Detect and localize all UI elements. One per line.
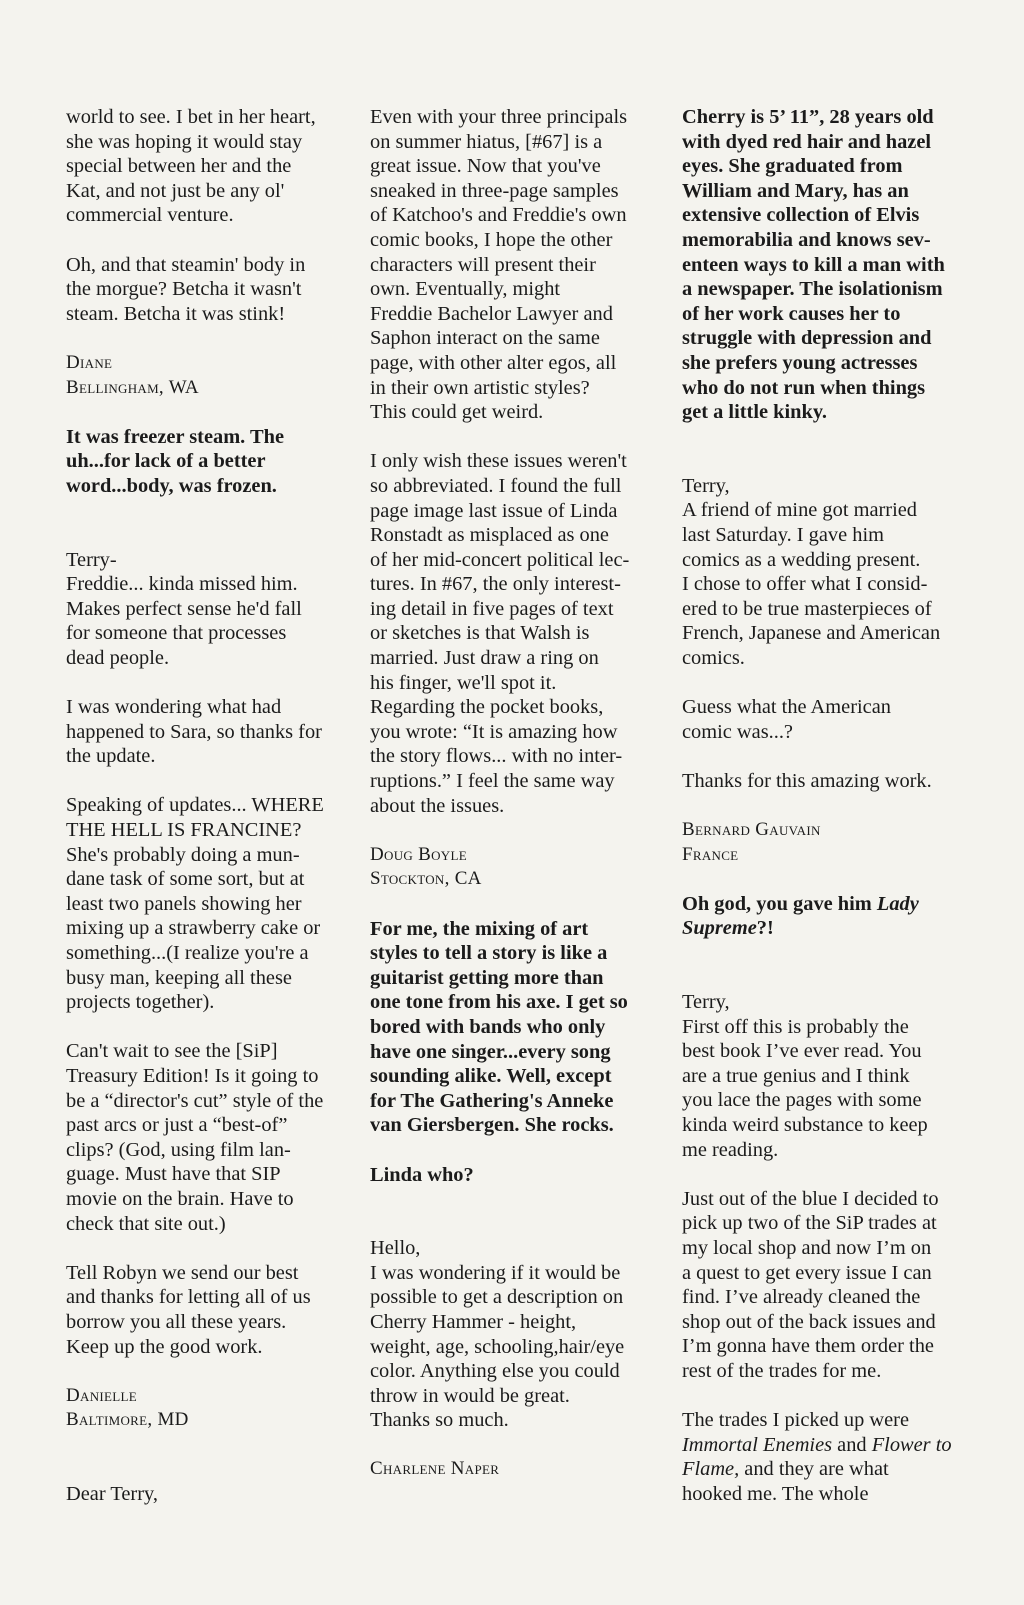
letter-text-part: and they are what hooked me. The whole: [682, 1458, 889, 1505]
letter-text: Thanks for this amazing work.: [682, 769, 932, 792]
letter-signature: Danielle Baltimore, MD: [66, 1384, 189, 1431]
editor-reply: It was freezer steam. The uh...for lack of a better word...body, was frozen.: [66, 425, 285, 497]
letter-text: world to see. I bet in her heart, she was hoping it would stay special between her and the Kat, and not just be any ol' commercial venture.: [66, 106, 316, 227]
letter-signature: Bernard Gauvain France: [682, 819, 821, 865]
letter-signature: Doug Boyle Stockton, CA: [370, 843, 482, 890]
letter-text: Tell Robyn we send our best and thanks for letting all of us borrow you all these years. Keep up the good work.: [66, 1261, 311, 1358]
letter-text: Oh, and that steamin' body in the morgue? Betcha it wasn't steam. Betcha it was stink!: [66, 253, 306, 325]
letter-text: Terry- Freddie... kinda missed him. Makes perfect sense he'd fall for someone that processes dead people.: [66, 548, 302, 669]
letter-text: Terry, A friend of mine got married last Saturday. I gave him comics as a wedding present. I chose to offer what I consid- ered to be true masterpieces of French, Japanese and American comics.: [682, 474, 941, 669]
column-1: [66, 105, 358, 1506]
comic-title: Immortal Enemies: [682, 1433, 833, 1456]
editor-reply: [682, 892, 982, 941]
letter-text: Terry, First off this is probably the best book I’ve ever read. You are a true genius and I think you lace the pages with some kinda weird substance to keep me reading.: [682, 991, 928, 1161]
letter-salutation: Dear Terry,: [66, 1482, 158, 1505]
letter-text: Just out of the blue I decided to pick up two of the SiP trades at my local shop and now I’m on a quest to get every issue I can find. I’ve already cleaned the shop out of the back issues and I’m gonna have them order the rest of the trades for me.: [682, 1187, 939, 1382]
editor-reply: Linda who?: [370, 1163, 474, 1186]
letter-text-part: and: [832, 1433, 872, 1456]
comic-title: Lady Supreme: [682, 892, 919, 940]
column-2: [370, 105, 662, 1482]
reply-text: Oh god, you gave him: [682, 892, 877, 915]
letter-text: Can't wait to see the [SiP] Treasury Edition! Is it going to be a “director's cut” style of the past arcs or just a “best-of” clips? (God, using film lan- guage. Must have that SIP movie on the brain. Have to check that site out.): [66, 1040, 324, 1235]
letter-text: Hello, I was wondering if it would be possible to get a description on Cherry Hammer - height, weight, age, schooling,hair/eye color. Anything else you could throw in would be great. Thanks so much.: [370, 1237, 625, 1432]
letter-signature: Charlene Naper: [370, 1458, 500, 1480]
letter-signature: Diane Bellingham, WA: [66, 351, 199, 398]
letter-text: [682, 1408, 982, 1506]
letter-text: I was wondering what had happened to Sara, so thanks for the update.: [66, 696, 322, 768]
letter-text: Speaking of updates... WHERE THE HELL IS FRANCINE? She's probably doing a mun- dane task of some sort, but at least two panels showing her mixing up a strawberry cake or something...(I realize you're a busy man, keeping all these projects together).: [66, 794, 324, 1014]
column-3: [682, 105, 982, 1506]
letter-text: I only wish these issues weren't so abbreviated. I found the full page image last issue of Linda Ronstadt as misplaced as one of her mid-concert political lec- tures. In #67, the only interest- ing detail in five pages of text or sketches is that Walsh is married. Just draw a ring on his finger, we'll spot it. Regarding the pocket books, you wrote: “It is amazing how the story flows... with no inter- ruptions.” I feel the same way about the issues.: [370, 450, 630, 817]
reply-text: ?!: [756, 917, 774, 940]
editor-reply: For me, the mixing of art styles to tell a story is like a guitarist getting more than one tone from his axe. I get so bored with bands who only have one singer...every song sounding alike. Well, except for The Gathering's Anneke van Giersbergen. She rocks.: [370, 917, 628, 1137]
letter-text: Even with your three principals on summer hiatus, [#67] is a great issue. Now that you've sneaked in three-page samples of Katchoo's and Freddie's own comic books, I hope the other characters will present their own. Eventually, might Freddie Bachelor Lawyer and Saphon interact on the same page, with other alter egos, all in their own artistic styles? This could get weird.: [370, 106, 628, 424]
comic-title: Flower to Flame,: [682, 1433, 952, 1481]
editor-reply: Cherry is 5’ 11”, 28 years old with dyed red hair and hazel eyes. She graduated from William and Mary, has an extensive collection of Elvis memorabilia and knows sev- enteen ways to kill a man with a newspaper. The isolationism of her work causes her to struggle with depression and she prefers young actresses who do not run when things get a little kinky.: [682, 106, 945, 424]
letter-text-part: The trades I picked up were: [682, 1409, 910, 1432]
letter-text: Guess what the American comic was...?: [682, 696, 891, 743]
